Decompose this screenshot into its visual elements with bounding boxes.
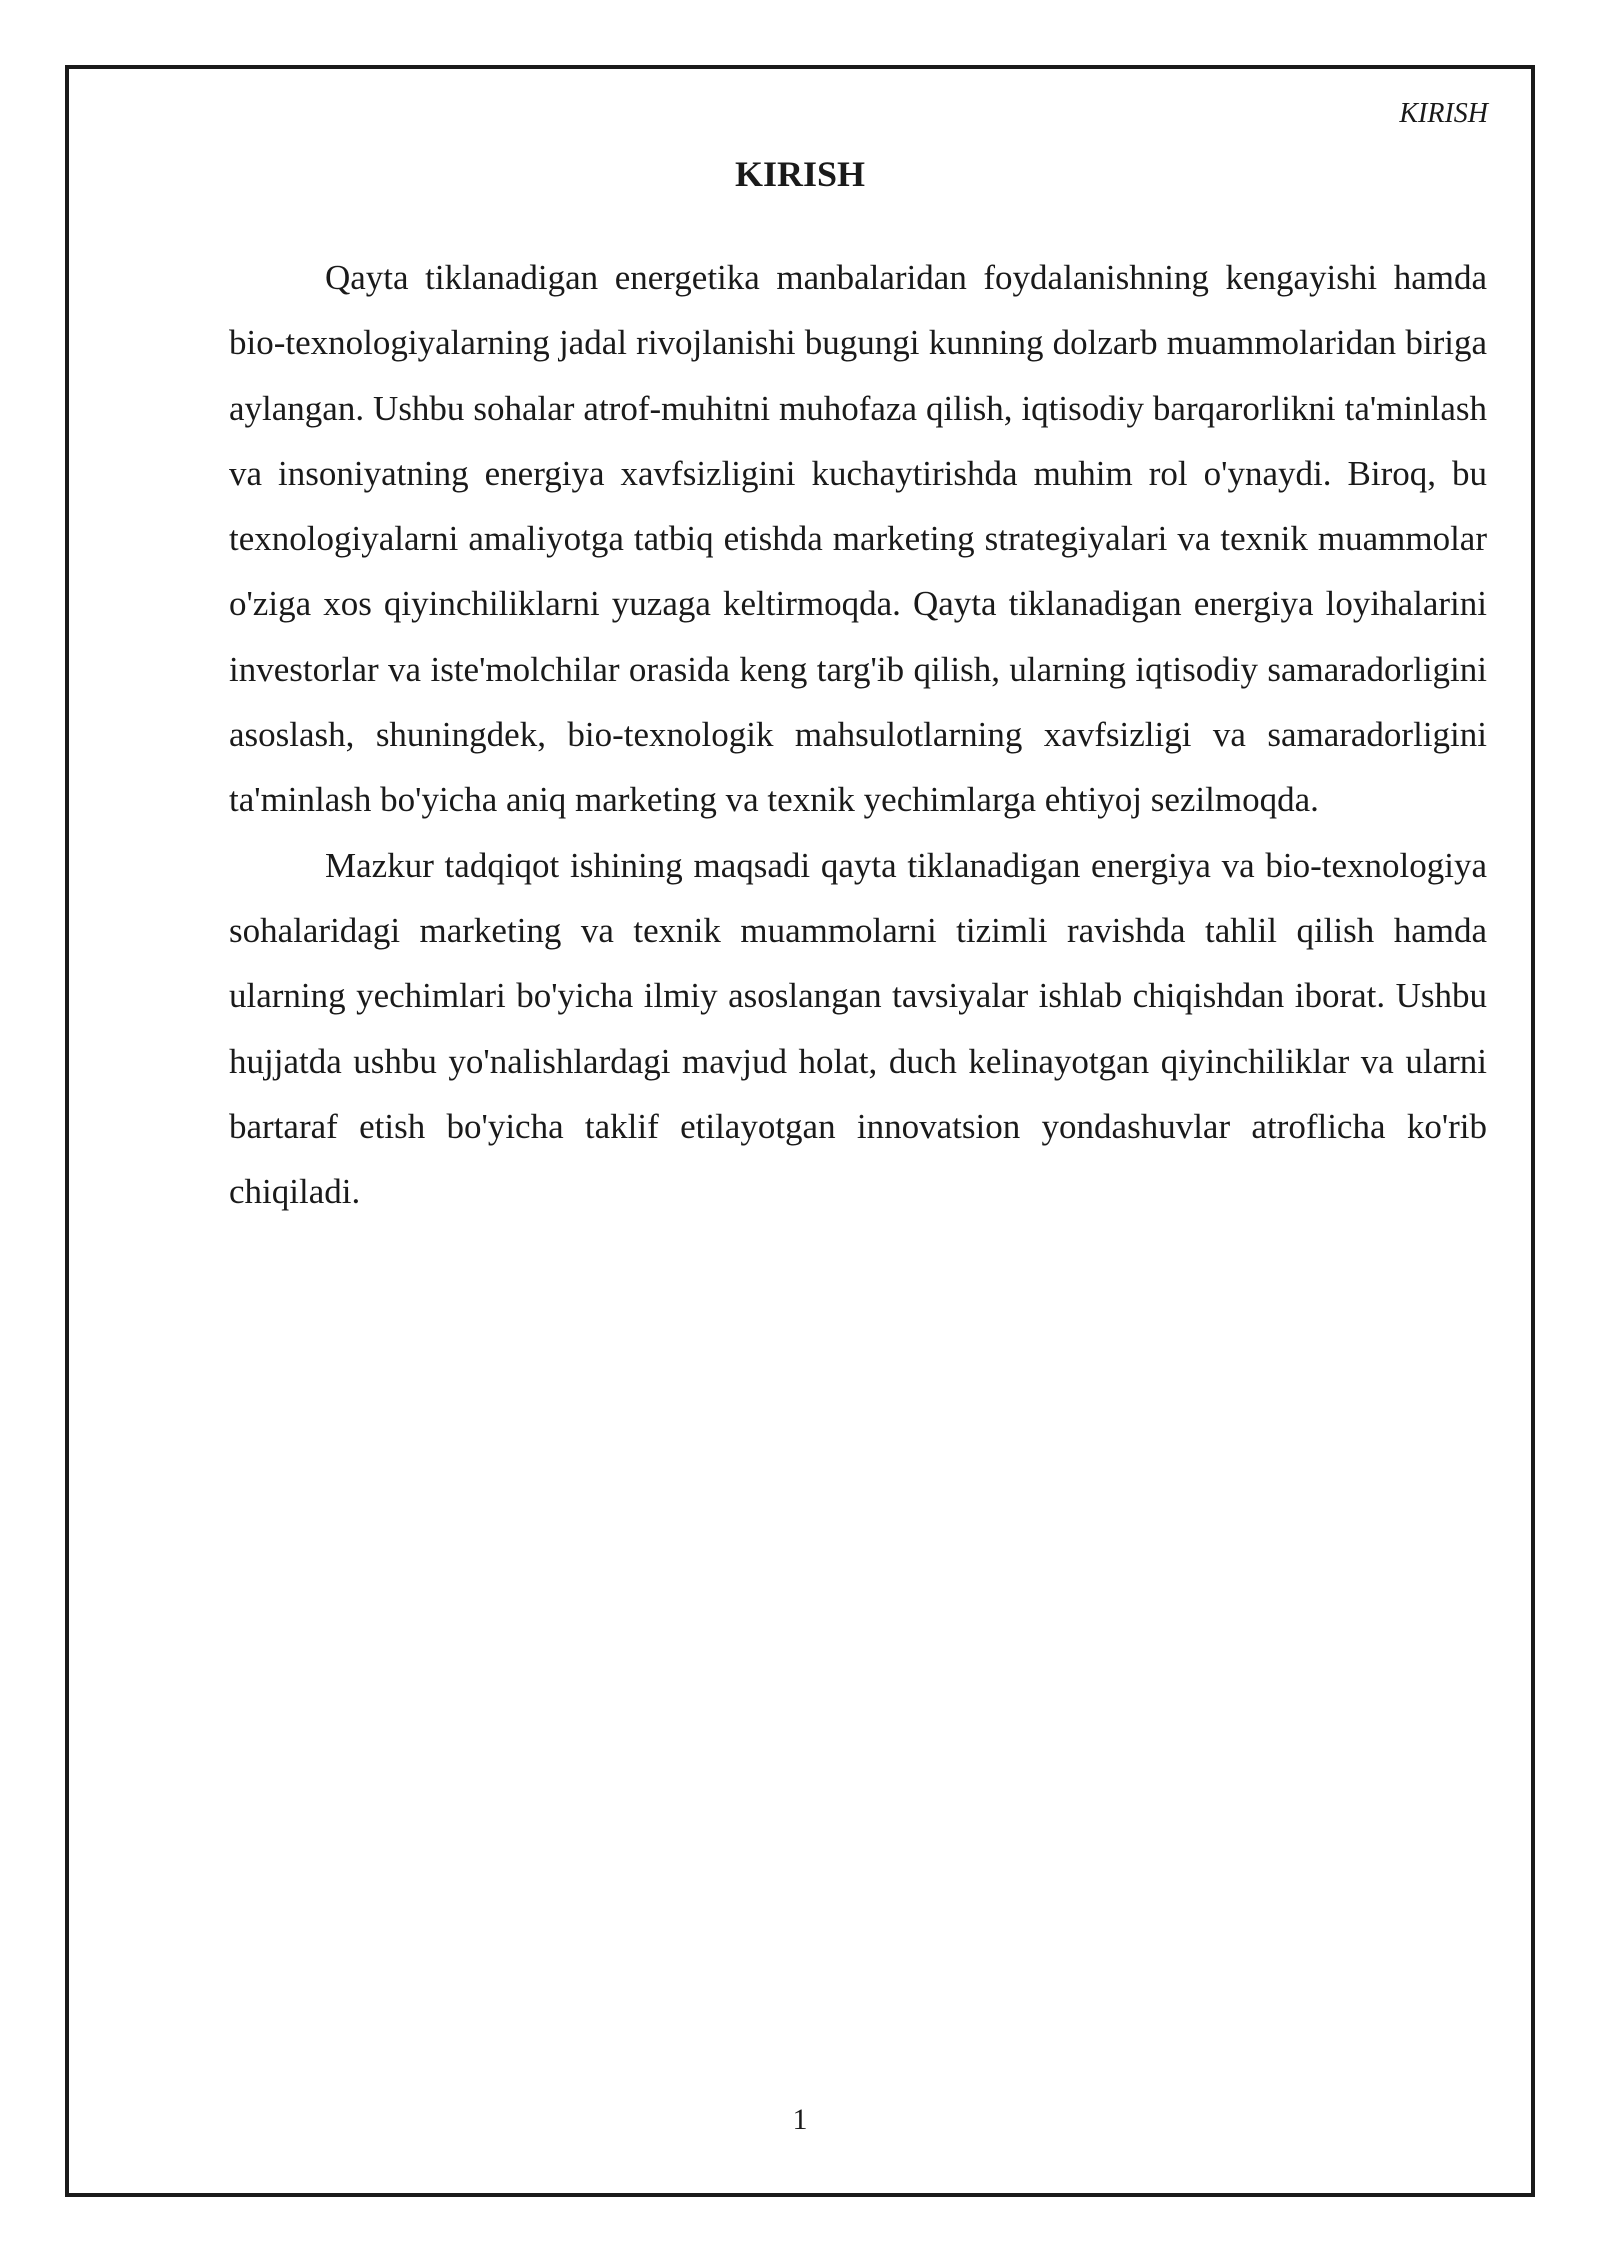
running-header: KIRISH (1399, 98, 1488, 129)
page-title: KIRISH (734, 154, 866, 194)
paragraph-1: Qayta tiklanadigan energetika manbalaridan foydalanishning kengayishi hamda bio-texnologiyalarning jadal rivojlanishi bugungi kunning dolzarb muammolaridan biriga aylangan. Ushbu sohalar atrof-muhitni muhofaza qilish, iqtisodiy barqarorlikni ta'minlash va insoniyatning energiya xavfsizligini kuchaytirishda muhim rol o'ynaydi. Biroq, bu texnologiyalarni amaliyotga tatbiq etishda marketing strategiyalari va texnik muammolar o'ziga xos qiyinchiliklarni yuzaga keltirmoqda. Qayta tiklanadigan energiya loyihalarini investorlar va iste'molchilar orasida keng targ'ib qilish, ularning iqtisodiy samaradorligini asoslash, shuningdek, bio-texnologik mahsulotlarning xavfsizligi va samaradorligini ta'minlash bo'yicha aniq marketing va texnik yechimlarga ehtiyoj sezilmoqda. (229, 258, 1487, 820)
body-text (229, 245, 1487, 1224)
page-number: 1 (792, 2103, 808, 2136)
paragraph-2: Mazkur tadqiqot ishining maqsadi qayta tiklanadigan energiya va bio-texnologiya sohalaridagi marketing va texnik muammolarni tizimli ravishda tahlil qilish hamda ularning yechimlari bo'yicha ilmiy asoslangan tavsiyalar ishlab chiqishdan iborat. Ushbu hujjatda ushbu yo'nalishlardagi mavjud holat, duch kelinayotgan qiyinchiliklar va ularni bartaraf etish bo'yicha taklif etilayotgan innovatsion yondashuvlar atroflicha ko'rib chiqiladi. (229, 845, 1487, 1212)
